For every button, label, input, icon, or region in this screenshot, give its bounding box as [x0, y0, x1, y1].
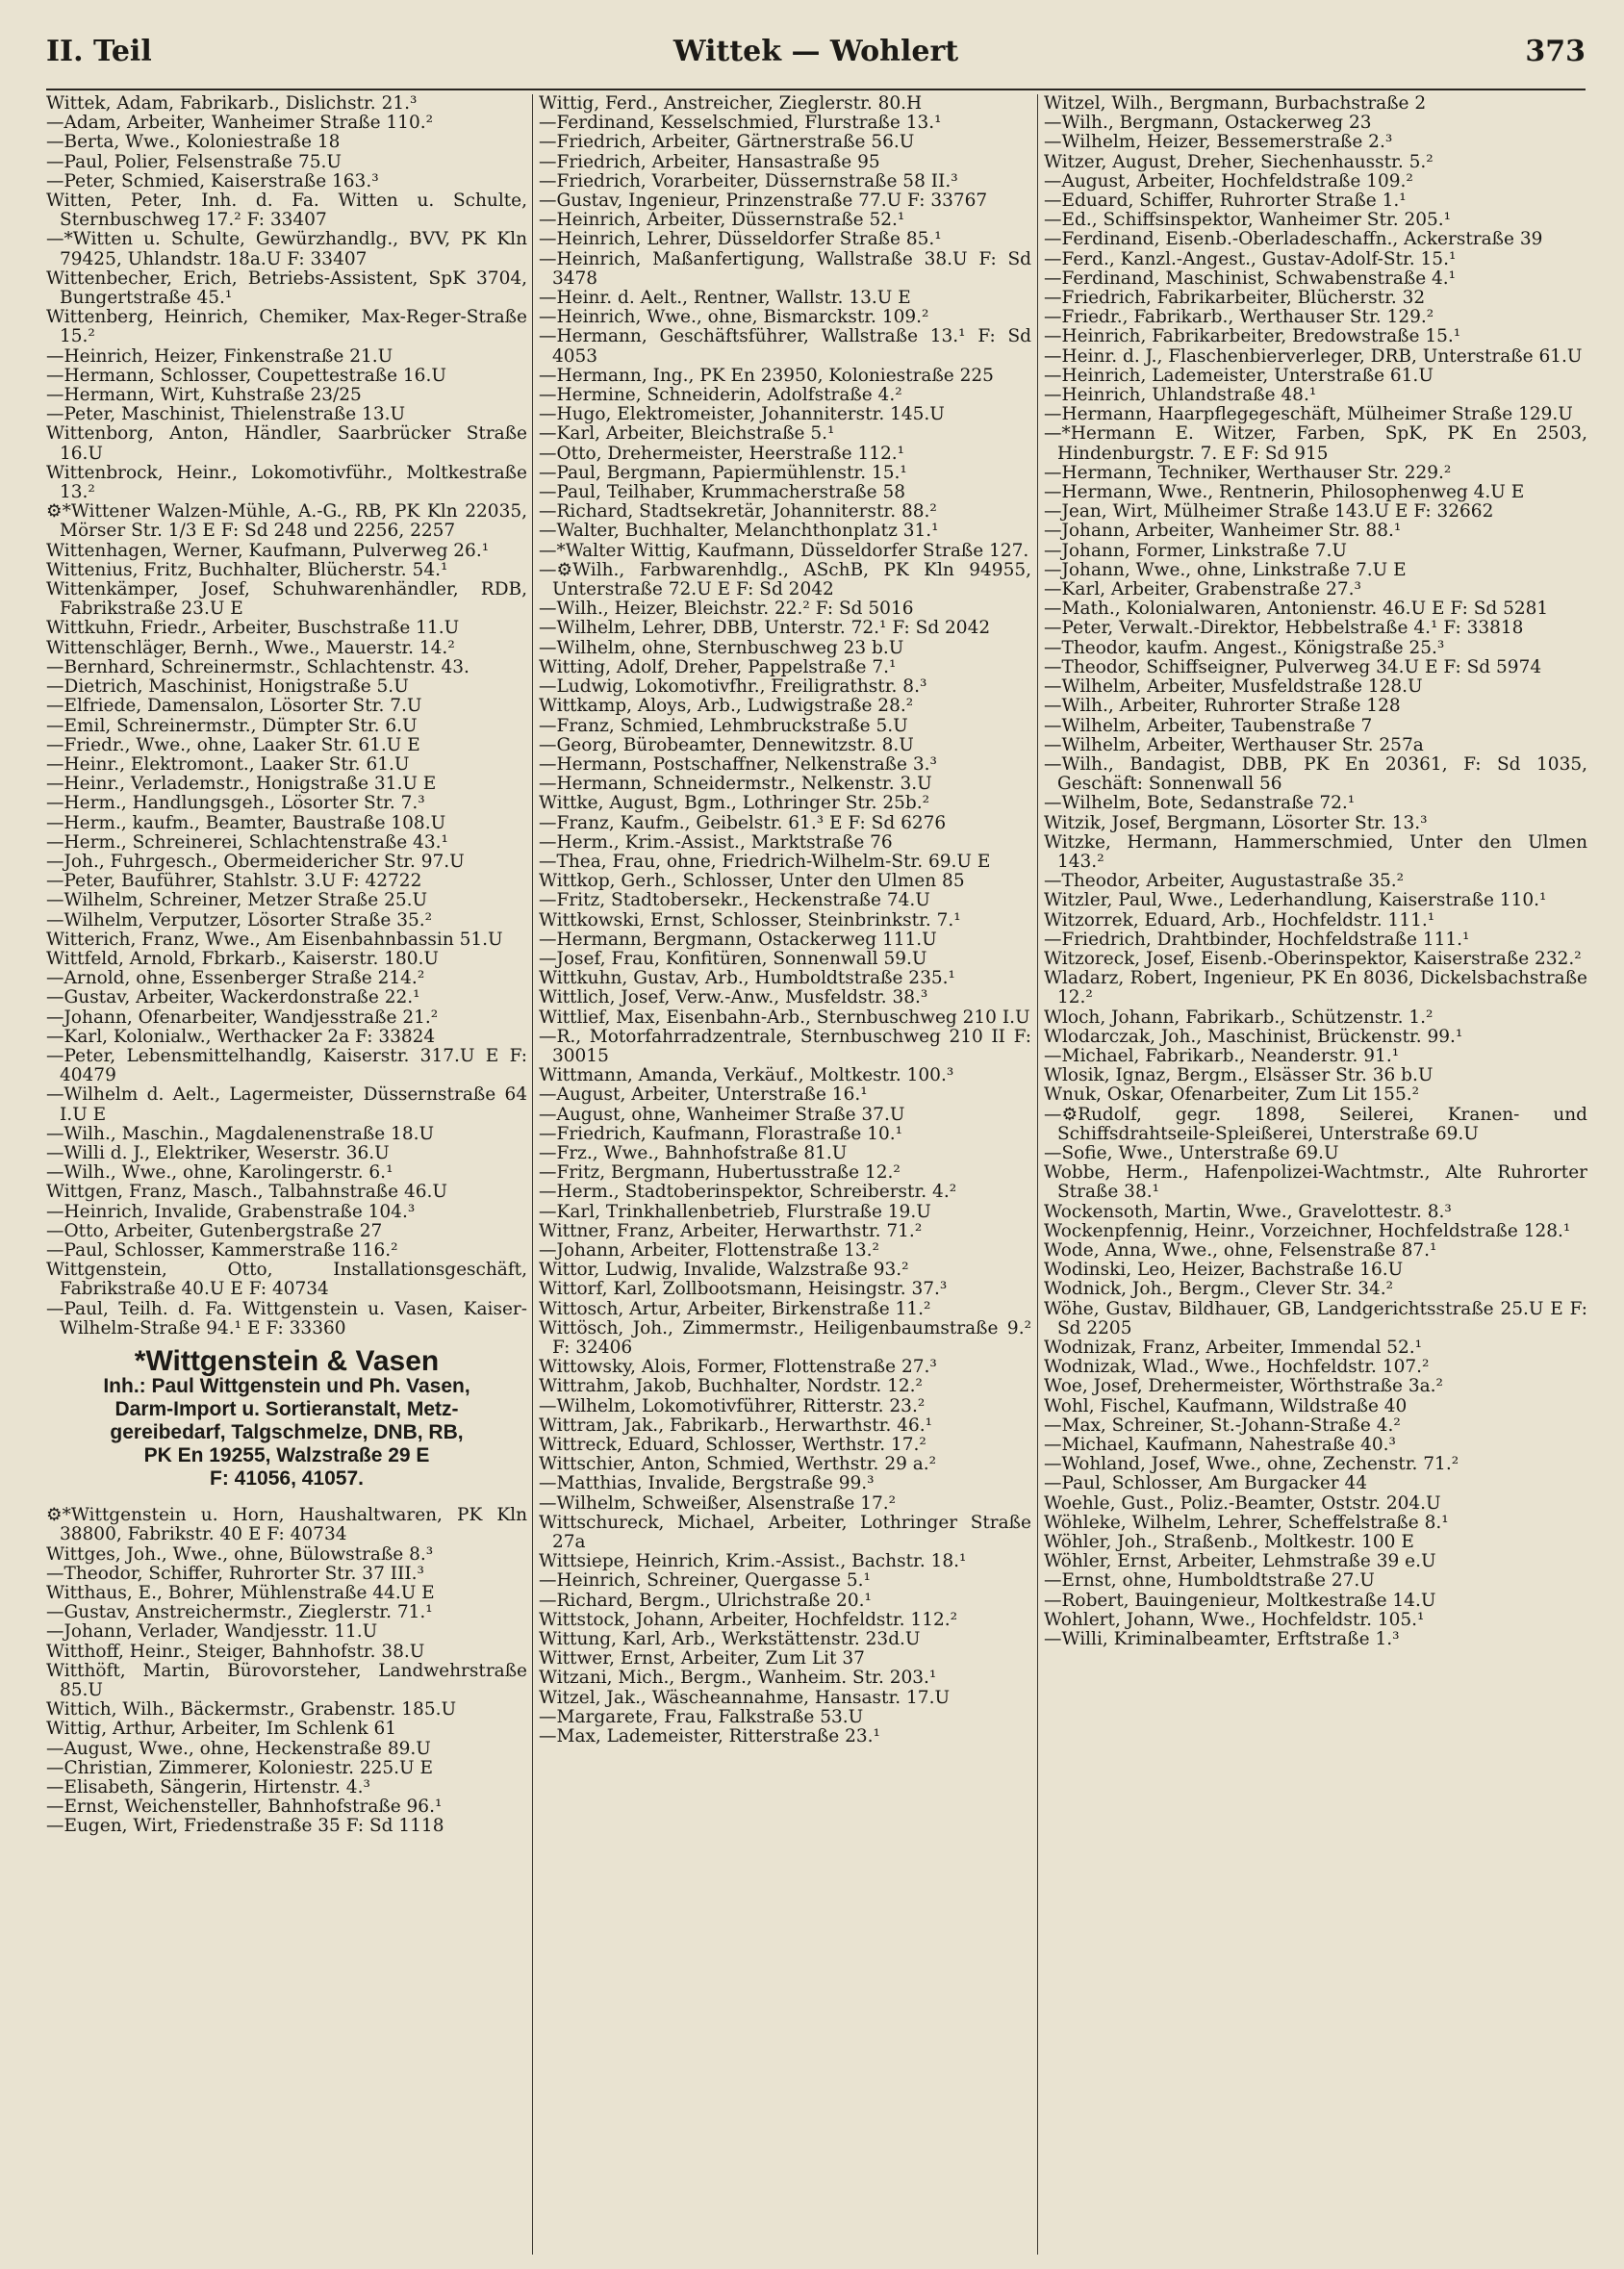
- directory-entry: —Heinrich, Uhlandstraße 48.¹: [1044, 385, 1317, 406]
- directory-entry: —Gustav, Arbeiter, Wackerdonstraße 22.¹: [46, 987, 420, 1008]
- directory-entry: Wöhler, Ernst, Arbeiter, Lehmstraße 39 e.U: [1044, 1551, 1436, 1572]
- directory-entry: —Wilhelm, Arbeiter, Werthauser Str. 257a: [1044, 734, 1424, 755]
- directory-entry: —Theodor, Arbeiter, Augustastraße 35.²: [1044, 871, 1405, 892]
- column-1-entries: [46, 94, 527, 1338]
- directory-entry: —Wilhelm, Lehrer, DBB, Unterstr. 72.¹ F: Sd 2042: [539, 618, 991, 639]
- directory-entry: —Gustav, Anstreichermstr., Zieglerstr. 71.¹: [46, 1602, 433, 1623]
- directory-entry: —Richard, Stadtsekretär, Johanniterstr. 88.²: [539, 501, 937, 523]
- directory-entry: —Heinrich, Fabrikarbeiter, Bredowstraße 15.¹: [1044, 326, 1461, 347]
- directory-entry: —Wilh., Wwe., ohne, Karolingerstr. 6.¹: [46, 1162, 393, 1184]
- directory-entry: Wittrahm, Jakob, Buchhalter, Nordstr. 12.²: [539, 1376, 923, 1397]
- directory-entry: —Eduard, Schiffer, Ruhrorter Straße 1.¹: [1044, 191, 1407, 212]
- directory-entry: Woehle, Gust., Poliz.-Beamter, Oststr. 204.U: [1044, 1492, 1441, 1514]
- directory-entry: —Hermann, Wwe., Rentnerin, Philosophenweg 4.U E: [1044, 482, 1525, 503]
- directory-entry: —Wilhelm, Heizer, Bessemerstraße 2.³: [1044, 132, 1393, 153]
- directory-entry: Wockensoth, Martin, Wwe., Gravelottestr. 8.³: [1044, 1201, 1452, 1222]
- directory-entry: —Ferdinand, Kesselschmied, Flurstraße 13.¹: [539, 113, 942, 134]
- section-label: II. Teil: [46, 35, 152, 68]
- directory-entry: Wöhler, Joh., Straßenb., Moltkestr. 100 E: [1044, 1532, 1414, 1553]
- directory-entry: —Theodor, Schiffseigner, Pulverweg 34.U E F: Sd 5974: [1044, 656, 1542, 677]
- directory-entry: Witzer, August, Dreher, Siechenhausstr. 5.²: [1044, 151, 1434, 172]
- directory-entry: —Heinr., Verlademstr., Honigstraße 31.U E: [46, 774, 437, 795]
- directory-entry: —Karl, Kolonialw., Werthacker 2a F: 33824: [46, 1026, 436, 1047]
- directory-entry: Wittkamp, Aloys, Arb., Ludwigstraße 28.²: [539, 696, 914, 717]
- directory-entry: Wobbe, Herm., Hafenpolizei-Wachtmstr., Alte Ruhrorter Straße 38.¹: [1044, 1162, 1587, 1203]
- directory-entry: Witzler, Paul, Wwe., Lederhandlung, Kaiserstraße 110.¹: [1044, 890, 1547, 911]
- directory-entry: —Otto, Arbeiter, Gutenbergstraße 27: [46, 1220, 383, 1241]
- directory-entry: —Johann, Ofenarbeiter, Wandjesstraße 21.²: [46, 1007, 439, 1028]
- directory-entry: —Paul, Schlosser, Am Burgacker 44: [1044, 1473, 1368, 1494]
- directory-entry: —Heinrich, Schreiner, Quergasse 5.¹: [539, 1570, 871, 1592]
- directory-entry: —Wilhelm, Arbeiter, Taubenstraße 7: [1044, 715, 1373, 736]
- directory-entry: Witzel, Wilh., Bergmann, Burbachstraße 2: [1044, 94, 1427, 114]
- directory-entry: —Wilh., Maschin., Magdalenenstraße 18.U: [46, 1123, 435, 1144]
- directory-entry: —Friedrich, Fabrikarbeiter, Blücherstr. 32: [1044, 288, 1426, 309]
- directory-entry: —Fritz, Bergmann, Hubertusstraße 12.²: [539, 1162, 901, 1184]
- column-1: [46, 94, 527, 2259]
- directory-entry: —Georg, Bürobeamter, Dennewitzstr. 8.U: [539, 734, 914, 755]
- directory-entry: —Wilhelm, Lokomotivführer, Ritterstr. 23.²: [539, 1395, 926, 1416]
- directory-entry: Wittgen, Franz, Masch., Talbahnstraße 46.U: [46, 1182, 448, 1203]
- directory-entry: —Hermann, Schneidermstr., Nelkenstr. 3.U: [539, 774, 932, 795]
- directory-entry: —Franz, Kaufm., Geibelstr. 61.³ E F: Sd 6276: [539, 812, 947, 833]
- directory-entry: —Bernhard, Schreinermstr., Schlachtenstr. 43.: [46, 656, 469, 677]
- directory-entry: —August, Arbeiter, Hochfeldstraße 109.²: [1044, 170, 1413, 191]
- directory-entry: —R., Motorfahrradzentrale, Sternbuschweg 210 II F: 30015: [539, 1026, 1031, 1066]
- directory-entry: —Johann, Arbeiter, Flottenstraße 13.²: [539, 1239, 879, 1261]
- directory-entry: Wittich, Wilh., Bäckermstr., Grabenstr. 185.U: [46, 1699, 457, 1721]
- directory-entry: —Dietrich, Maschinist, Honigstraße 5.U: [46, 676, 409, 698]
- page-number: 373: [1525, 35, 1586, 68]
- directory-entry: —Karl, Arbeiter, Grabenstraße 27.³: [1044, 579, 1361, 600]
- directory-entry: Wode, Anna, Wwe., ohne, Felsenstraße 87.¹: [1044, 1239, 1437, 1261]
- directory-entry: —Thea, Frau, ohne, Friedrich-Wilhelm-Str. 69.U E: [539, 851, 991, 872]
- directory-entry: —Friedr., Fabrikarb., Werthauser Str. 129.²: [1044, 307, 1434, 328]
- directory-entry: Wittenius, Fritz, Buchhalter, Blücherstr. 54.¹: [46, 559, 448, 580]
- directory-entry: —Theodor, Schiffer, Ruhrorter Str. 37 III.³: [46, 1563, 424, 1584]
- directory-entry: —Johann, Verlader, Wandjesstr. 11.U: [46, 1621, 378, 1643]
- ad-line: gereibedarf, Talgschmelze, DNB, RB,: [110, 1421, 464, 1444]
- directory-entry: Wohlert, Johann, Wwe., Hochfeldstr. 105.¹: [1044, 1609, 1425, 1630]
- directory-entry: —Heinrich, Heizer, Finkenstraße 21.U: [46, 345, 393, 367]
- directory-entry: —⚙Rudolf, gegr. 1898, Seilerei, Kranen- und Schiffsdrahtseile-Spleißerei, Unterstraße 69.U: [1044, 1104, 1587, 1144]
- directory-entry: —Heinr. d. Aelt., Rentner, Wallstr. 13.U E: [539, 288, 911, 309]
- directory-entry: —Heinrich, Lehrer, Düsseldorfer Straße 85.¹: [539, 229, 942, 250]
- directory-entry: —Wilhelm, Bote, Sedanstraße 72.¹: [1044, 793, 1356, 814]
- directory-entry: Woe, Josef, Drehermeister, Wörthstraße 3a.²: [1044, 1376, 1443, 1397]
- directory-entry: —Eugen, Wirt, Friedenstraße 35 F: Sd 1118: [46, 1816, 444, 1837]
- directory-entry: —Ernst, Weichensteller, Bahnhofstraße 96.¹: [46, 1797, 443, 1818]
- directory-entry: —Berta, Wwe., Koloniestraße 18: [46, 132, 341, 153]
- directory-entry: Wöhe, Gustav, Bildhauer, GB, Landgerichtsstraße 25.U E F: Sd 2205: [1044, 1298, 1587, 1338]
- directory-entry: —Ed., Schiffsinspektor, Wanheimer Str. 205.¹: [1044, 210, 1452, 231]
- directory-entry: Witthoff, Heinr., Steiger, Bahnhofstr. 38.U: [46, 1641, 425, 1662]
- directory-entry: —Walter, Buchhalter, Melanchthonplatz 31.¹: [539, 521, 939, 542]
- directory-entry: Witzke, Hermann, Hammerschmied, Unter den Ulmen 143.²: [1044, 831, 1587, 872]
- directory-entry: —Friedrich, Arbeiter, Hansastraße 95: [539, 151, 880, 172]
- directory-entry: Wittlief, Max, Eisenbahn-Arb., Sternbuschweg 210 I.U: [539, 1007, 1030, 1028]
- directory-entry: Witzik, Josef, Bergmann, Lösorter Str. 13.³: [1044, 812, 1428, 833]
- directory-entry: —Otto, Drehermeister, Heerstraße 112.¹: [539, 443, 905, 464]
- directory-entry: Witzorrek, Eduard, Arb., Hochfeldstr. 111.¹: [1044, 909, 1435, 931]
- directory-entry: —Christian, Zimmerer, Koloniestr. 225.U E: [46, 1757, 434, 1778]
- directory-entry: —Matthias, Invalide, Bergstraße 99.³: [539, 1473, 875, 1494]
- directory-entry: —Theodor, kaufm. Angest., Königstraße 25.³: [1044, 637, 1445, 658]
- directory-entry: —Peter, Bauführer, Stahlstr. 3.U F: 42722: [46, 871, 422, 892]
- directory-entry: Wittfeld, Arnold, Fbrkarb., Kaiserstr. 180.U: [46, 948, 439, 969]
- directory-entry: —Gustav, Ingenieur, Prinzenstraße 77.U F: 33767: [539, 191, 988, 212]
- directory-entry: —Peter, Schmied, Kaiserstraße 163.³: [46, 170, 379, 191]
- ad-company-name: *Wittgenstein & Vasen: [134, 1345, 440, 1377]
- directory-entry: Wittke, August, Bgm., Lothringer Str. 25b.²: [539, 793, 930, 814]
- directory-entry: Wittsiepe, Heinrich, Krim.-Assist., Bachstr. 18.¹: [539, 1551, 967, 1572]
- directory-entry: —Karl, Arbeiter, Bleichstraße 5.¹: [539, 423, 835, 445]
- directory-entry: Wladarz, Robert, Ingenieur, PK En 8036, Dickelsbachstraße 12.²: [1044, 968, 1587, 1008]
- ad-line: Darm-Import u. Sortieranstalt, Metz-: [114, 1398, 459, 1421]
- directory-entry: Wittmann, Amanda, Verkäuf., Moltkestr. 100.³: [539, 1065, 954, 1086]
- directory-entry: —Wilhelm d. Aelt., Lagermeister, Düssernstraße 64 I.U E: [46, 1084, 527, 1125]
- directory-entry: —Willi, Kriminalbeamter, Erftstraße 1.³: [1044, 1629, 1400, 1650]
- directory-entry: —Paul, Teilh. d. Fa. Wittgenstein u. Vasen, Kaiser-Wilhelm-Straße 94.¹ E F: 33360: [46, 1298, 527, 1338]
- directory-entry: Wittenbrock, Heinr., Lokomotivführ., Moltkestraße 13.²: [46, 462, 527, 503]
- directory-entry: —Emil, Schreinermstr., Dümpter Str. 6.U: [46, 715, 418, 736]
- directory-entry: Wittschier, Anton, Schmied, Werthstr. 29 a.²: [539, 1454, 937, 1475]
- directory-entry: —Heinrich, Lademeister, Unterstraße 61.U: [1044, 365, 1434, 386]
- directory-entry: Wittreck, Eduard, Schlosser, Werthstr. 17.²: [539, 1435, 926, 1456]
- directory-entry: —Paul, Polier, Felsenstraße 75.U: [46, 151, 342, 172]
- directory-entry: Wittschureck, Michael, Arbeiter, Lothringer Straße 27a: [539, 1512, 1031, 1553]
- directory-entry: Wittner, Franz, Arbeiter, Herwarthstr. 71.²: [539, 1220, 923, 1241]
- directory-entry: —Peter, Verwalt.-Direktor, Hebbelstraße 4.¹ F: 33818: [1044, 618, 1524, 639]
- directory-entry: —Wilh., Heizer, Bleichstr. 22.² F: Sd 5016: [539, 599, 914, 620]
- directory-entry: —Michael, Fabrikarb., Neanderstr. 91.¹: [1044, 1045, 1400, 1066]
- directory-entry: Wittstock, Johann, Arbeiter, Hochfeldstr. 112.²: [539, 1609, 958, 1630]
- directory-entry: —Herm., Krim.-Assist., Marktstraße 76: [539, 831, 893, 853]
- directory-entry: —August, Arbeiter, Unterstraße 16.¹: [539, 1084, 868, 1106]
- directory-entry: —Wilh., Bergmann, Ostackerweg 23: [1044, 113, 1372, 134]
- directory-entry: —Wilh., Bandagist, DBB, PK En 20361, F: Sd 1035, Geschäft: Sonnenwall 56: [1044, 753, 1587, 795]
- directory-entry: —Josef, Frau, Konfitüren, Sonnenwall 59.U: [539, 948, 927, 969]
- directory-entry: Wlosik, Ignaz, Bergm., Elsässer Str. 36 b.U: [1044, 1065, 1434, 1086]
- directory-entry: —⚙Wilh., Farbwarenhdlg., ASchB, PK Kln 94955, Unterstraße 72.U E F: Sd 2042: [539, 559, 1031, 600]
- page-title: Wittek — Wohlert: [672, 35, 959, 68]
- directory-entry: —Wilhelm, Schreiner, Metzer Straße 25.U: [46, 890, 428, 911]
- directory-entry: —Hermann, Schlosser, Coupettestraße 16.U: [46, 365, 446, 386]
- column-2-entries: [539, 94, 1031, 1746]
- directory-entry: Wittkuhn, Friedr., Arbeiter, Buschstraße 11.U: [46, 618, 460, 639]
- directory-entry: Witting, Adolf, Dreher, Pappelstraße 7.¹: [539, 656, 897, 677]
- directory-entry: —Frz., Wwe., Bahnhofstraße 81.U: [539, 1142, 848, 1163]
- directory-entry: —Arnold, ohne, Essenberger Straße 214.²: [46, 968, 425, 989]
- page-header: [46, 15, 1586, 90]
- directory-entry: —Max, Lademeister, Ritterstraße 23.¹: [539, 1726, 880, 1747]
- directory-entry: Wloch, Johann, Fabrikarb., Schützenstr. 1.²: [1044, 1007, 1434, 1028]
- directory-entry: Wittorf, Karl, Zollbootsmann, Heisingstr. 37.³: [539, 1279, 948, 1300]
- directory-entry: —Hermann, Postschaffner, Nelkenstraße 3.³: [539, 753, 937, 775]
- directory-entry: —Joh., Fuhrgesch., Obermeidericher Str. 97.U: [46, 851, 465, 872]
- directory-entry: Witten, Peter, Inh. d. Fa. Witten u. Schulte, Sternbuschweg 17.² F: 33407: [46, 191, 527, 231]
- directory-entry: —Peter, Maschinist, Thielenstraße 13.U: [46, 404, 406, 425]
- directory-entry: Wittowsky, Alois, Former, Flottenstraße 27.³: [539, 1357, 937, 1378]
- directory-entry: —Fritz, Stadtobersekr., Heckenstraße 74.U: [539, 890, 930, 911]
- directory-entry: Wodnick, Joh., Bergm., Clever Str. 34.²: [1044, 1279, 1394, 1300]
- directory-entry: —Max, Schreiner, St.-Johann-Straße 4.²: [1044, 1415, 1401, 1436]
- directory-entry: —Wilh., Arbeiter, Ruhrorter Straße 128: [1044, 696, 1401, 717]
- directory-entry: Wodinski, Leo, Heizer, Bachstraße 16.U: [1044, 1260, 1404, 1281]
- directory-entry: —Jean, Wirt, Mülheimer Straße 143.U E F: 32662: [1044, 501, 1494, 523]
- column-2: [539, 94, 1031, 2259]
- column-3: [1044, 94, 1587, 2259]
- directory-entry: —Richard, Bergm., Ulrichstraße 20.¹: [539, 1590, 872, 1611]
- directory-entry: Wittkowski, Ernst, Schlosser, Steinbrinkstr. 7.¹: [539, 909, 961, 931]
- directory-entry: ⚙*Wittgenstein u. Horn, Haushaltwaren, PK Kln 38800, Fabrikstr. 40 E F: 40734: [46, 1505, 527, 1545]
- directory-entry: —Sofie, Wwe., Unterstraße 69.U: [1044, 1142, 1339, 1163]
- directory-entry: —Heinrich, Invalide, Grabenstraße 104.³: [46, 1201, 416, 1222]
- directory-entry: —*Walter Wittig, Kaufmann, Düsseldorfer Straße 127.: [539, 540, 1029, 561]
- directory-entry: Wittges, Joh., Wwe., ohne, Bülowstraße 8.³: [46, 1543, 434, 1565]
- directory-entry: —Elisabeth, Sängerin, Hirtenstr. 4.³: [46, 1777, 370, 1798]
- advertisement-box: [46, 1345, 527, 1491]
- directory-entry: Witthöft, Martin, Bürovorsteher, Landwehrstraße 85.U: [46, 1660, 527, 1701]
- directory-entry: Witthaus, E., Bohrer, Mühlenstraße 44.U E: [46, 1583, 435, 1604]
- column-divider: [1037, 94, 1038, 2255]
- directory-entry: Witzoreck, Josef, Eisenb.-Oberinspektor, Kaiserstraße 232.²: [1044, 948, 1582, 969]
- directory-entry: —Herm., Stadtoberinspektor, Schreiberstr. 4.²: [539, 1182, 957, 1203]
- directory-entry: Wittung, Karl, Arb., Werkstättenstr. 23d.U: [539, 1629, 921, 1650]
- directory-entry: —Friedrich, Drahtbinder, Hochfeldstraße 111.¹: [1044, 929, 1470, 950]
- directory-entry: Wittenberg, Heinrich, Chemiker, Max-Reger-Straße 15.²: [46, 307, 527, 347]
- directory-entry: Wittenkämper, Josef, Schuhwarenhändler, RDB, Fabrikstraße 23.U E: [46, 579, 527, 620]
- directory-entry: Wittosch, Artur, Arbeiter, Birkenstraße 11.²: [539, 1298, 931, 1319]
- directory-entry: —Karl, Trinkhallenbetrieb, Flurstraße 19.U: [539, 1201, 931, 1222]
- directory-entry: Witterich, Franz, Wwe., Am Eisenbahnbassin 51.U: [46, 929, 503, 950]
- directory-entry: Wittkop, Gerh., Schlosser, Unter den Ulmen 85: [539, 871, 965, 892]
- directory-entry: —Herm., Schreinerei, Schlachtenstraße 43.¹: [46, 831, 448, 853]
- directory-entry: Wodnizak, Franz, Arbeiter, Immendal 52.¹: [1044, 1338, 1423, 1358]
- directory-entry: —Ferdinand, Maschinist, Schwabenstraße 4.¹: [1044, 268, 1457, 289]
- directory-entry: —Johann, Former, Linkstraße 7.U: [1044, 540, 1348, 561]
- directory-entry: —Wohland, Josef, Wwe., ohne, Zechenstr. 71.²: [1044, 1454, 1459, 1475]
- directory-entry: Wittig, Arthur, Arbeiter, Im Schlenk 61: [46, 1719, 396, 1740]
- directory-entry: —Hermine, Schneiderin, Adolfstraße 4.²: [539, 385, 902, 406]
- directory-entry: Wittenborg, Anton, Händler, Saarbrücker Straße 16.U: [46, 423, 527, 464]
- directory-entry: —Heinr. d. J., Flaschenbierverleger, DRB, Unterstraße 61.U: [1044, 345, 1583, 367]
- directory-entry: —Willi d. J., Elektriker, Weserstr. 36.U: [46, 1142, 390, 1163]
- directory-entry: —Paul, Teilhaber, Krummacherstraße 58: [539, 482, 906, 503]
- directory-entry: —Paul, Schlosser, Kammerstraße 116.²: [46, 1239, 398, 1261]
- directory-entry: Wlodarczak, Joh., Maschinist, Brückenstr. 99.¹: [1044, 1026, 1463, 1047]
- directory-entry: Wittösch, Joh., Zimmermstr., Heiligenbaumstraße 9.² F: 32406: [539, 1317, 1031, 1358]
- directory-entry: —Johann, Arbeiter, Wanheimer Str. 88.¹: [1044, 521, 1402, 542]
- directory-entry: Wöhleke, Wilhelm, Lehrer, Scheffelstraße 8.¹: [1044, 1512, 1449, 1533]
- directory-entry: —Hermann, Ing., PK En 23950, Koloniestraße 225: [539, 365, 994, 386]
- directory-entry: Wittenschläger, Bernh., Wwe., Mauerstr. 14.²: [46, 637, 455, 658]
- directory-entry: —Paul, Bergmann, Papiermühlenstr. 15.¹: [539, 462, 907, 483]
- directory-entry: —Adam, Arbeiter, Wanheimer Straße 110.²: [46, 113, 434, 134]
- column-1-entries-continued: [46, 1506, 527, 1836]
- directory-entry: —Heinr., Elektromont., Laaker Str. 61.U: [46, 753, 410, 775]
- directory-entry: —Heinrich, Arbeiter, Düssernstraße 52.¹: [539, 210, 905, 231]
- directory-entry: —Michael, Kaufmann, Nahestraße 40.³: [1044, 1435, 1396, 1456]
- directory-entry: Witzani, Mich., Bergm., Wanheim. Str. 203.¹: [539, 1668, 937, 1689]
- directory-entry: —Hermann, Techniker, Werthauser Str. 229.²: [1044, 462, 1452, 483]
- column-3-entries: [1044, 94, 1587, 1649]
- directory-entry: —Wilhelm, Arbeiter, Musfeldstraße 128.U: [1044, 676, 1423, 698]
- directory-entry: Wittek, Adam, Fabrikarb., Dislichstr. 21.³: [46, 94, 418, 114]
- directory-entry: —Hermann, Haarpflegegeschäft, Mülheimer Straße 129.U: [1044, 404, 1573, 425]
- directory-entry: —Heinrich, Maßanfertigung, Wallstraße 38.U F: Sd 3478: [539, 248, 1031, 289]
- directory-entry: —Hermann, Wirt, Kuhstraße 23/25: [46, 385, 362, 406]
- directory-entry: Wockenpfennig, Heinr., Vorzeichner, Hochfeldstraße 128.¹: [1044, 1220, 1571, 1241]
- directory-entry: —August, ohne, Wanheimer Straße 37.U: [539, 1104, 905, 1125]
- directory-entry: —Robert, Bauingenieur, Moltkestraße 14.U: [1044, 1590, 1436, 1611]
- directory-entry: Wodnizak, Wlad., Wwe., Hochfeldstr. 107.²: [1044, 1357, 1430, 1378]
- directory-entry: —Ferdinand, Eisenb.-Oberladeschaffn., Ackerstraße 39: [1044, 229, 1543, 250]
- directory-entry: —Friedr., Wwe., ohne, Laaker Str. 61.U E: [46, 734, 420, 755]
- directory-entry: Wittig, Ferd., Anstreicher, Zieglerstr. 80.H: [539, 94, 923, 114]
- ad-line: F: 41056, 41057.: [210, 1467, 364, 1491]
- directory-entry: Witzel, Jak., Wäscheannahme, Hansastr. 17.U: [539, 1687, 951, 1708]
- directory-entry: Wittlich, Josef, Verw.-Anw., Musfeldstr. 38.³: [539, 987, 928, 1008]
- directory-entry: —Heinrich, Wwe., ohne, Bismarckstr. 109.²: [539, 307, 929, 328]
- directory-entry: Wittkuhn, Gustav, Arb., Humboldtstraße 235.¹: [539, 968, 955, 989]
- directory-entry: Wittenbecher, Erich, Betriebs-Assistent, SpK 3704, Bungertstraße 45.¹: [46, 268, 527, 309]
- directory-entry: —Wilhelm, Schweißer, Alsenstraße 17.²: [539, 1492, 897, 1514]
- directory-entry: Wohl, Fischel, Kaufmann, Wildstraße 40: [1044, 1395, 1408, 1416]
- directory-entry: —Ludwig, Lokomotivfhr., Freiligrathstr. 8.³: [539, 676, 927, 698]
- directory-entry: —Elfriede, Damensalon, Lösorter Str. 7.U: [46, 696, 422, 717]
- directory-entry: —Friedrich, Vorarbeiter, Düssernstraße 58 II.³: [539, 170, 958, 191]
- directory-entry: —Wilhelm, ohne, Sternbuschweg 23 b.U: [539, 637, 904, 658]
- directory-entry: —Friedrich, Kaufmann, Florastraße 10.¹: [539, 1123, 903, 1144]
- directory-entry: —Math., Kolonialwaren, Antonienstr. 46.U E F: Sd 5281: [1044, 599, 1549, 620]
- directory-entry: —Herm., kaufm., Beamter, Baustraße 108.U: [46, 812, 446, 833]
- directory-entry: Wittwer, Ernst, Arbeiter, Zum Lit 37: [539, 1648, 865, 1670]
- directory-entry: Wittram, Jak., Fabrikarb., Herwarthstr. 46.¹: [539, 1415, 933, 1436]
- directory-entry: —Franz, Schmied, Lehmbruckstraße 5.U: [539, 715, 908, 736]
- directory-entry: —*Hermann E. Witzer, Farben, SpK, PK En 2503, Hindenburgstr. 7. E F: Sd 915: [1044, 423, 1587, 464]
- directory-entry: —Hugo, Elektromeister, Johanniterstr. 145.U: [539, 404, 945, 425]
- directory-entry: —Herm., Handlungsgeh., Lösorter Str. 7.³: [46, 793, 425, 814]
- directory-entry: —Johann, Wwe., ohne, Linkstraße 7.U E: [1044, 559, 1407, 580]
- directory-entry: Wnuk, Oskar, Ofenarbeiter, Zum Lit 155.²: [1044, 1084, 1420, 1106]
- directory-entry: Wittenhagen, Werner, Kaufmann, Pulverweg 26.¹: [46, 540, 490, 561]
- directory-entry: —Ferd., Kanzl.-Angest., Gustav-Adolf-Str. 15.¹: [1044, 248, 1457, 269]
- directory-entry: —Ernst, ohne, Humboldtstraße 27.U: [1044, 1570, 1375, 1592]
- ad-line: PK En 19255, Walzstraße 29 E: [143, 1444, 430, 1467]
- directory-entry: —Peter, Lebensmittelhandlg, Kaiserstr. 317.U E F: 40479: [46, 1045, 527, 1086]
- directory-entry: —Hermann, Bergmann, Ostackerweg 111.U: [539, 929, 937, 950]
- directory-entry: —August, Wwe., ohne, Heckenstraße 89.U: [46, 1738, 431, 1759]
- directory-entry: —Hermann, Geschäftsführer, Wallstraße 13.¹ F: Sd 4053: [539, 326, 1031, 367]
- directory-entry: Wittor, Ludwig, Invalide, Walzstraße 93.²: [539, 1260, 909, 1281]
- directory-entry: Wittgenstein, Otto, Installationsgeschäft, Fabrikstraße 40.U E F: 40734: [46, 1260, 527, 1300]
- column-divider: [532, 94, 533, 2255]
- directory-entry: —*Witten u. Schulte, Gewürzhandlg., BVV, PK Kln 79425, Uhlandstr. 18a.U F: 33407: [46, 229, 527, 269]
- directory-entry: —Wilhelm, Verputzer, Lösorter Straße 35.²: [46, 909, 433, 931]
- directory-entry: —Friedrich, Arbeiter, Gärtnerstraße 56.U: [539, 132, 915, 153]
- directory-entry: ⚙*Wittener Walzen-Mühle, A.-G., RB, PK Kln 22035, Mörser Str. 1/3 E F: Sd 248 und 2256, 2257: [46, 501, 527, 542]
- ad-line: Inh.: Paul Wittgenstein und Ph. Vasen,: [103, 1375, 470, 1398]
- directory-entry: —Margarete, Frau, Falkstraße 53.U: [539, 1706, 864, 1727]
